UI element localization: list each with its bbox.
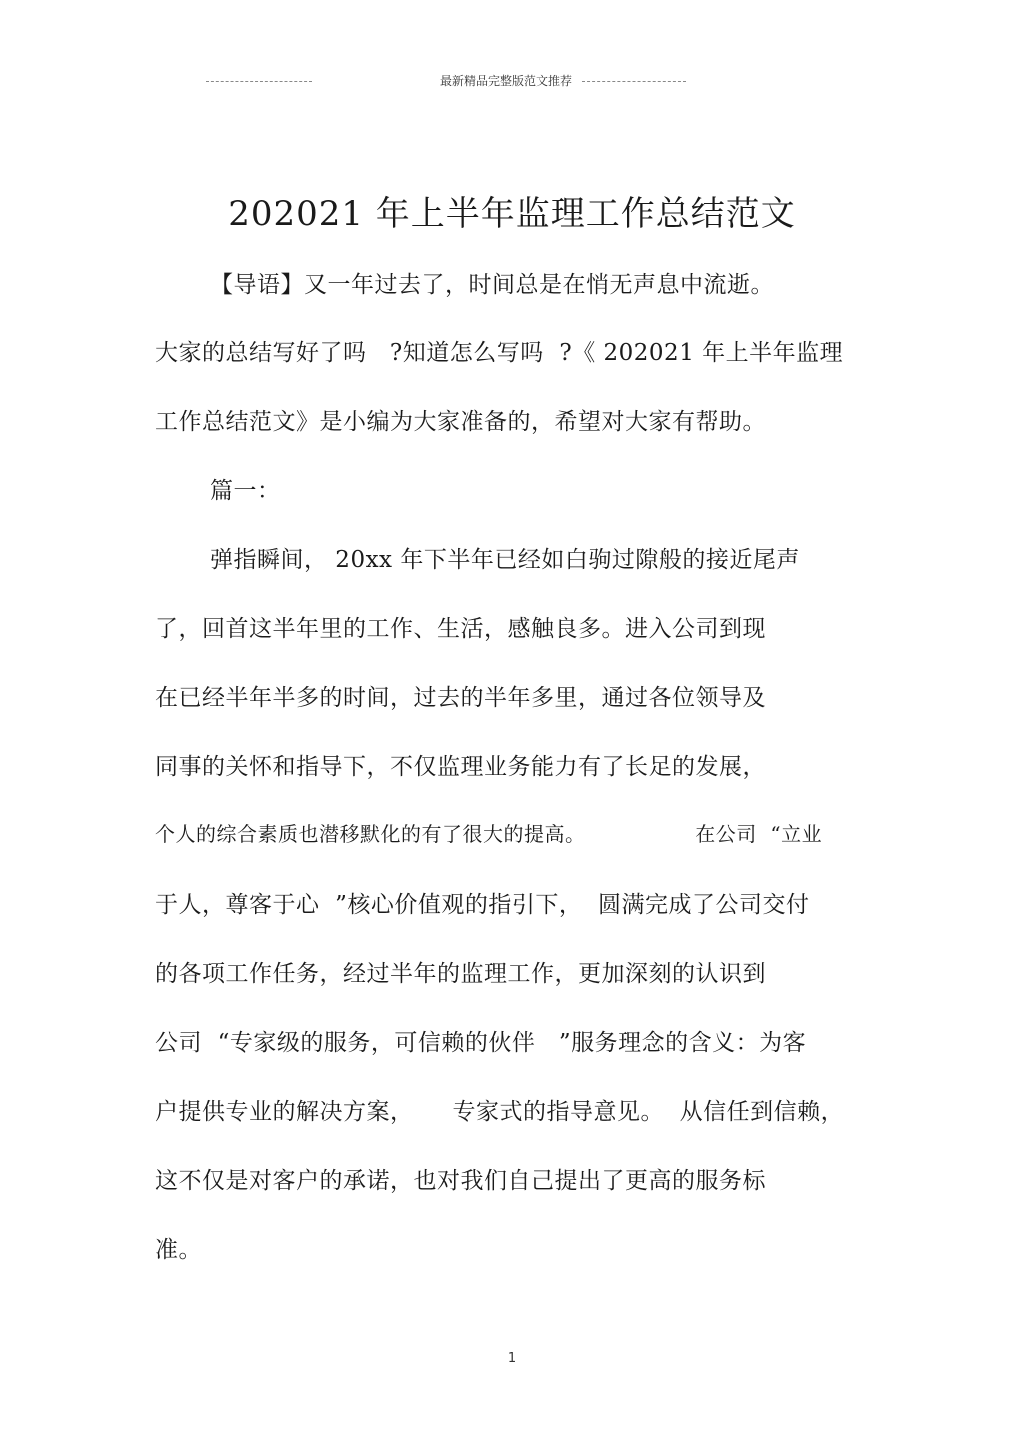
- body-line-2: 了，回首这半年里的工作、生活，感触良多。进入公司到现: [155, 616, 766, 642]
- body-line-7: 的各项工作任务，经过半年的监理工作，更加深刻的认识到: [155, 961, 766, 987]
- document-title: 202021 年上半年监理工作总结范文: [228, 194, 796, 234]
- section-heading: 篇一：: [210, 478, 281, 504]
- page-number: 1: [507, 1351, 517, 1366]
- body-line-5: 个人的综合素质也潜移默化的有了很大的提高。 在公司 “立业: [155, 822, 823, 846]
- header-dash-left: [206, 81, 312, 82]
- body-line-3: 在已经半年半多的时间，过去的半年多里，通过各位领导及: [155, 685, 766, 711]
- body-line-9: 户提供专业的解决方案， 专家式的指导意见。 从信任到信赖，: [155, 1099, 845, 1125]
- header-dash-right: [582, 81, 686, 82]
- body-line-1: 弹指瞬间， 20xx 年下半年已经如白驹过隙般的接近尾声: [210, 547, 800, 573]
- header-text: 最新精品完整版范文推荐: [440, 74, 573, 88]
- body-line-10: 这不仅是对客户的承诺，也对我们自己提出了更高的服务标: [155, 1168, 766, 1194]
- intro-line-3: 工作总结范文》是小编为大家准备的，希望对大家有帮助。: [155, 409, 766, 435]
- intro-line-2: 大家的总结写好了吗 ?知道怎么写吗 ?《 202021 年上半年监理: [155, 340, 844, 366]
- page-header: [0, 72, 1024, 92]
- body-line-4: 同事的关怀和指导下，不仅监理业务能力有了长足的发展，: [155, 754, 766, 780]
- intro-line-1: 【导语】又一年过去了，时间总是在悄无声息中流逝。: [210, 272, 774, 298]
- body-line-8: 公司 “专家级的服务，可信赖的伙伴 ”服务理念的含义：为客: [155, 1030, 807, 1056]
- body-line-11: 准。: [155, 1237, 202, 1263]
- body-line-6: 于人，尊客于心 ”核心价值观的指引下， 圆满完成了公司交付: [155, 892, 810, 918]
